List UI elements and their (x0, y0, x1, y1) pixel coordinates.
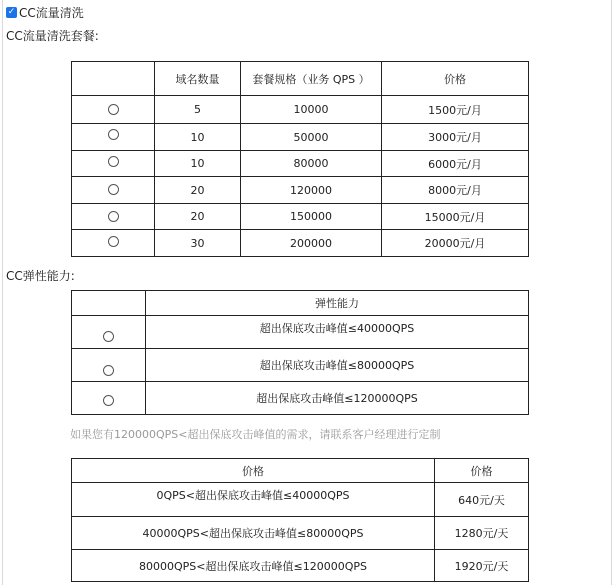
package-qps: 200000 (241, 230, 382, 257)
package-header-domains: 域名数量 (155, 62, 241, 96)
custom-contact-note: 如果您有120000QPS<超出保底攻击峰值的需求，请联系客户经理进行定制 (70, 428, 441, 441)
radio-unchecked-icon[interactable] (108, 211, 119, 222)
table-row[interactable] (72, 124, 529, 151)
right-border (611, 0, 612, 585)
price-range: 80000QPS<超出保底攻击峰值≤120000QPS (72, 550, 435, 582)
package-domains: 10 (155, 124, 241, 151)
radio-unchecked-icon[interactable] (108, 129, 119, 140)
package-domains: 5 (155, 96, 241, 124)
table-row[interactable] (72, 349, 529, 382)
elastic-header-select (72, 291, 146, 316)
package-radio-cell[interactable] (72, 96, 155, 124)
package-domains: 30 (155, 230, 241, 257)
radio-unchecked-icon[interactable] (108, 184, 119, 195)
package-price: 1500元/月 (382, 96, 529, 124)
table-row[interactable] (72, 230, 529, 257)
package-price: 6000元/月 (382, 151, 529, 177)
checkbox-checked-icon[interactable]: ✓ (7, 7, 16, 17)
elastic-table (71, 290, 529, 415)
price-header-price: 价格 (435, 459, 529, 483)
package-section-title: CC流量清洗套餐: (6, 29, 99, 43)
package-price: 20000元/月 (382, 230, 529, 257)
elastic-section-title: CC弹性能力: (6, 269, 75, 283)
elastic-radio-cell[interactable] (72, 382, 146, 415)
price-header-range: 价格 (72, 459, 435, 483)
left-border (2, 0, 3, 585)
elastic-header-label: 弹性能力 (146, 291, 529, 316)
radio-unchecked-icon[interactable] (103, 365, 114, 376)
elastic-price-table (71, 458, 529, 582)
elastic-table-header (72, 291, 529, 316)
package-radio-cell[interactable] (72, 177, 155, 204)
elastic-option-label: 超出保底攻击峰值≤80000QPS (146, 349, 529, 382)
cc-clean-checkbox-label: CC流量清洗 (19, 6, 84, 20)
table-row[interactable] (72, 96, 529, 124)
table-row[interactable] (72, 151, 529, 177)
table-row[interactable] (72, 204, 529, 230)
package-header-qps: 套餐规格（业务 QPS ） (241, 62, 382, 96)
package-domains: 10 (155, 151, 241, 177)
table-row (72, 483, 529, 517)
package-qps: 10000 (241, 96, 382, 124)
package-table-header (72, 62, 529, 96)
price-range: 40000QPS<超出保底攻击峰值≤80000QPS (72, 517, 435, 550)
radio-unchecked-icon[interactable] (108, 104, 119, 115)
package-radio-cell[interactable] (72, 230, 155, 257)
package-domains: 20 (155, 177, 241, 204)
package-radio-cell[interactable] (72, 204, 155, 230)
elastic-radio-cell[interactable] (72, 349, 146, 382)
package-price: 15000元/月 (382, 204, 529, 230)
price-range: 0QPS<超出保底攻击峰值≤40000QPS (72, 483, 435, 517)
package-header-select (72, 62, 155, 96)
package-qps: 120000 (241, 177, 382, 204)
table-row (72, 550, 529, 582)
package-qps: 80000 (241, 151, 382, 177)
table-row[interactable] (72, 177, 529, 204)
package-qps: 50000 (241, 124, 382, 151)
price-table-header (72, 459, 529, 483)
package-radio-cell[interactable] (72, 124, 155, 151)
price-value: 1280元/天 (435, 517, 529, 550)
radio-unchecked-icon[interactable] (103, 395, 114, 406)
package-radio-cell[interactable] (72, 151, 155, 177)
package-domains: 20 (155, 204, 241, 230)
package-price: 3000元/月 (382, 124, 529, 151)
package-table (71, 61, 529, 257)
table-row[interactable] (72, 382, 529, 415)
price-value: 1920元/天 (435, 550, 529, 582)
table-row (72, 517, 529, 550)
table-row[interactable] (72, 316, 529, 349)
price-value: 640元/天 (435, 483, 529, 517)
radio-unchecked-icon[interactable] (108, 236, 119, 247)
cc-clean-checkbox[interactable] (6, 4, 84, 21)
elastic-option-label: 超出保底攻击峰值≤40000QPS (146, 316, 529, 349)
elastic-option-label: 超出保底攻击峰值≤120000QPS (146, 382, 529, 415)
radio-unchecked-icon[interactable] (108, 156, 119, 167)
package-qps: 150000 (241, 204, 382, 230)
radio-unchecked-icon[interactable] (103, 331, 114, 342)
package-header-price: 价格 (382, 62, 529, 96)
package-price: 8000元/月 (382, 177, 529, 204)
elastic-radio-cell[interactable] (72, 316, 146, 349)
